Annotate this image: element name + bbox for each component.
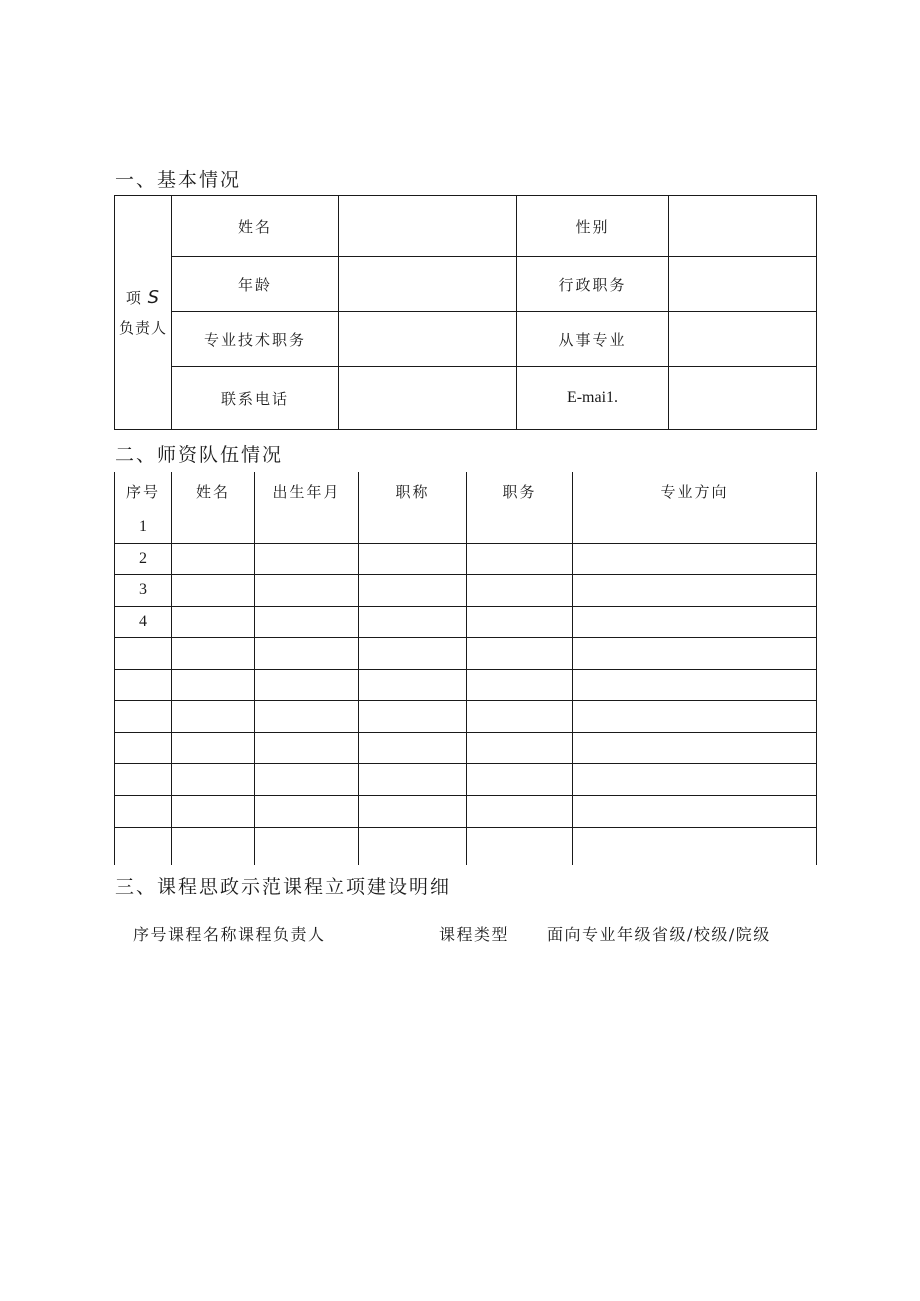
faculty-cell[interactable] — [359, 637, 467, 669]
faculty-row — [115, 574, 817, 606]
tech-title-label: 专业技术职务 — [172, 312, 339, 367]
faculty-cell[interactable] — [359, 827, 467, 865]
admin-position-field[interactable] — [669, 257, 817, 312]
faculty-cell[interactable] — [573, 574, 817, 606]
course-scope-label: 面向专业年级省级/校级/院级 — [547, 925, 771, 944]
faculty-cell[interactable] — [573, 637, 817, 669]
faculty-cell[interactable] — [573, 669, 817, 700]
faculty-cell[interactable] — [255, 543, 359, 574]
course-col1-label: 序号课程名称课程负责人 — [133, 925, 326, 944]
faculty-cell[interactable] — [573, 795, 817, 827]
faculty-cell[interactable] — [359, 543, 467, 574]
age-field[interactable] — [339, 257, 517, 312]
faculty-row — [115, 732, 817, 763]
gender-label: 性别 — [517, 196, 669, 257]
phone-field[interactable] — [339, 367, 517, 430]
row-index-cell[interactable] — [115, 669, 172, 700]
faculty-row — [115, 669, 817, 700]
faculty-cell[interactable] — [255, 606, 359, 637]
faculty-cell[interactable] — [359, 669, 467, 700]
faculty-cell[interactable] — [172, 606, 255, 637]
row-index-cell[interactable] — [115, 637, 172, 669]
faculty-cell[interactable] — [172, 669, 255, 700]
faculty-cell[interactable] — [172, 763, 255, 795]
specialty-field[interactable] — [669, 312, 817, 367]
faculty-cell[interactable] — [255, 763, 359, 795]
phone-label: 联系电话 — [172, 367, 339, 430]
header-index: 序号 — [115, 472, 172, 511]
age-label: 年龄 — [172, 257, 339, 312]
faculty-cell[interactable] — [359, 795, 467, 827]
faculty-cell[interactable] — [573, 827, 817, 865]
faculty-cell[interactable] — [467, 511, 573, 543]
faculty-cell[interactable] — [172, 574, 255, 606]
faculty-cell[interactable] — [467, 606, 573, 637]
course-type-label: 课程类型 — [439, 925, 510, 944]
row-index-cell[interactable] — [115, 795, 172, 827]
row-index-cell[interactable] — [115, 732, 172, 763]
project-leader-label — [115, 196, 172, 430]
faculty-row — [115, 763, 817, 795]
faculty-cell[interactable] — [359, 511, 467, 543]
faculty-cell[interactable] — [359, 763, 467, 795]
faculty-cell[interactable] — [359, 574, 467, 606]
faculty-cell[interactable] — [573, 511, 817, 543]
section2-heading: 二、师资队伍情况 — [115, 444, 284, 466]
header-birth: 出生年月 — [255, 472, 359, 511]
faculty-cell[interactable] — [255, 827, 359, 865]
faculty-cell[interactable] — [467, 669, 573, 700]
faculty-cell[interactable] — [359, 732, 467, 763]
row-index-cell[interactable]: 1 — [115, 511, 172, 543]
faculty-cell[interactable] — [467, 543, 573, 574]
row-index-cell[interactable]: 3 — [115, 574, 172, 606]
faculty-row — [115, 543, 817, 574]
faculty-cell[interactable] — [172, 827, 255, 865]
faculty-cell[interactable] — [255, 511, 359, 543]
faculty-cell[interactable] — [255, 700, 359, 732]
faculty-cell[interactable] — [172, 637, 255, 669]
faculty-row — [115, 606, 817, 637]
faculty-cell[interactable] — [573, 732, 817, 763]
faculty-cell[interactable] — [467, 732, 573, 763]
faculty-cell[interactable] — [573, 700, 817, 732]
email-field[interactable] — [669, 367, 817, 430]
faculty-cell[interactable] — [359, 606, 467, 637]
faculty-cell[interactable] — [467, 827, 573, 865]
admin-position-label: 行政职务 — [517, 257, 669, 312]
faculty-cell[interactable] — [172, 511, 255, 543]
side-label-s: S — [147, 286, 161, 308]
faculty-cell[interactable] — [172, 795, 255, 827]
faculty-cell[interactable] — [255, 637, 359, 669]
tech-title-field[interactable] — [339, 312, 517, 367]
name-label: 姓名 — [172, 196, 339, 257]
section1-heading: 一、基本情况 — [115, 169, 242, 191]
basic-info-table — [114, 195, 817, 430]
side-label-line1: 项 — [125, 288, 142, 307]
faculty-row — [115, 827, 817, 865]
faculty-cell[interactable] — [467, 574, 573, 606]
faculty-cell[interactable] — [467, 763, 573, 795]
faculty-row — [115, 637, 817, 669]
faculty-cell[interactable] — [573, 606, 817, 637]
faculty-cell[interactable] — [467, 795, 573, 827]
faculty-cell[interactable] — [172, 732, 255, 763]
header-name: 姓名 — [172, 472, 255, 511]
gender-field[interactable] — [669, 196, 817, 257]
header-title: 职称 — [359, 472, 467, 511]
faculty-cell[interactable] — [255, 574, 359, 606]
faculty-cell[interactable] — [467, 700, 573, 732]
faculty-cell[interactable] — [573, 543, 817, 574]
row-index-cell[interactable]: 4 — [115, 606, 172, 637]
faculty-cell[interactable] — [255, 795, 359, 827]
row-index-cell[interactable] — [115, 827, 172, 865]
row-index-cell[interactable] — [115, 700, 172, 732]
specialty-label: 从事专业 — [517, 312, 669, 367]
email-label: E-mai1. — [517, 367, 669, 430]
faculty-cell[interactable] — [172, 700, 255, 732]
header-position: 职务 — [467, 472, 573, 511]
section3-heading: 三、课程思政示范课程立项建设明细 — [115, 876, 452, 898]
row-index-cell[interactable] — [115, 763, 172, 795]
faculty-table — [114, 472, 817, 865]
faculty-row — [115, 511, 817, 543]
faculty-cell[interactable] — [359, 700, 467, 732]
name-field[interactable] — [339, 196, 517, 257]
faculty-row — [115, 795, 817, 827]
side-label-line2: 负责人 — [118, 318, 167, 337]
faculty-cell[interactable] — [255, 732, 359, 763]
row-index-cell[interactable]: 2 — [115, 543, 172, 574]
faculty-row — [115, 700, 817, 732]
faculty-cell[interactable] — [467, 637, 573, 669]
header-direction: 专业方向 — [573, 472, 817, 511]
faculty-cell[interactable] — [255, 669, 359, 700]
faculty-cell[interactable] — [573, 763, 817, 795]
faculty-cell[interactable] — [172, 543, 255, 574]
